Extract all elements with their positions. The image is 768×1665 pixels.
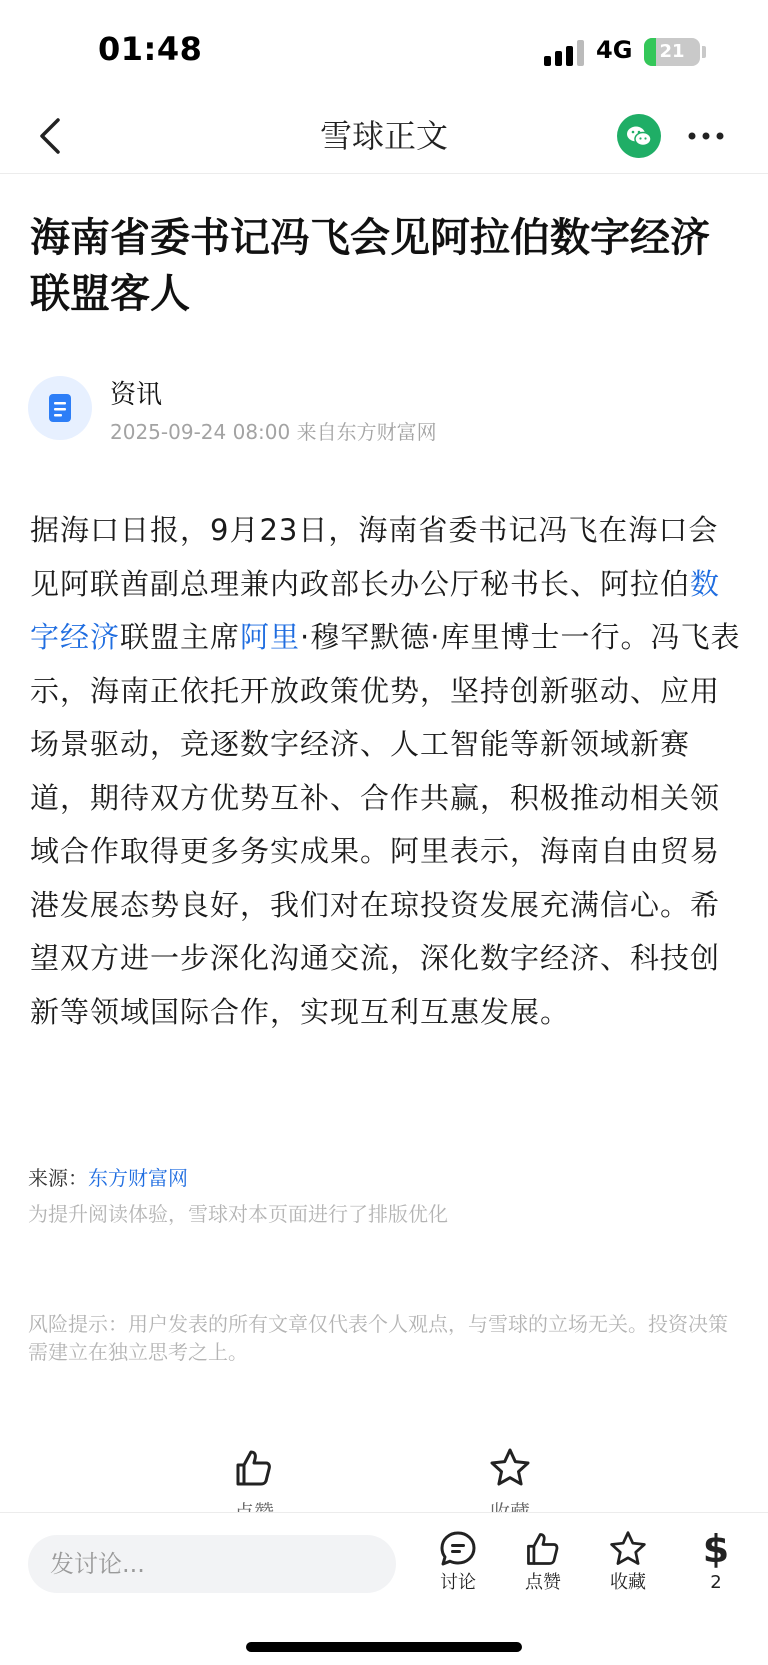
comment-input[interactable] (28, 1535, 396, 1593)
favorite-button[interactable] (593, 1529, 663, 1595)
home-indicator[interactable] (246, 1642, 522, 1652)
star-icon (488, 1446, 532, 1490)
thumbs-up-icon (523, 1529, 563, 1569)
favorite-label: 收藏 (610, 1572, 646, 1593)
wechat-share-button[interactable] (617, 114, 661, 158)
person-link[interactable]: 阿里 (240, 620, 301, 654)
author-name[interactable]: 资讯 (110, 380, 163, 410)
document-icon (28, 376, 92, 440)
nav-bar (0, 100, 768, 174)
thumbs-up-icon (232, 1446, 276, 1490)
signal-icon (544, 40, 586, 66)
page-title: 雪球正文 (319, 117, 448, 155)
discuss-button[interactable] (423, 1529, 493, 1595)
layout-note: 为提升阅读体验，雪球对本页面进行了排版优化 (28, 1202, 448, 1226)
like-button[interactable] (508, 1529, 578, 1595)
battery-label: 21 (659, 41, 685, 62)
more-horizontal-icon (684, 114, 728, 158)
status-time: 01:48 (98, 30, 203, 68)
author-avatar[interactable] (28, 376, 92, 440)
status-bar (0, 0, 768, 100)
publish-meta: 2025-09-24 08:00 来自东方财富网 (110, 420, 437, 444)
battery-cap (702, 46, 706, 58)
reward-button[interactable] (680, 1529, 752, 1595)
article-body (30, 504, 742, 1039)
reward-count: 2 (710, 1572, 722, 1593)
more-button[interactable] (684, 114, 728, 158)
body-text: 联盟主席 (120, 620, 241, 654)
source-label: 来源： (28, 1166, 88, 1190)
comment-icon (438, 1529, 478, 1569)
discuss-label: 讨论 (440, 1572, 476, 1593)
network-type: 4G (596, 36, 633, 64)
dollar-icon: $ (702, 1527, 730, 1571)
body-text: 据海口日报，9月23日，海南省委书记冯飞在海口会见阿联酋副总理兼内政部长办公厅秘书长、阿拉伯 (30, 513, 719, 601)
article-title: 海南省委书记冯飞会见阿拉伯数字经济联盟客人 (30, 215, 710, 317)
star-icon (608, 1529, 648, 1569)
risk-disclaimer: 风险提示：用户发表的所有文章仅代表个人观点，与雪球的立场无关。投资决策需建立在独立思考之上。 (28, 1312, 728, 1364)
body-text: ·穆罕默德·库里博士一行。冯飞表示，海南正依托开放政策优势，坚持创新驱动、应用场景驱动，竞逐数字经济、人工智能等新领域新赛道，期待双方优势互补、合作共赢，积极推动相关领域合作取得更多务实成果。阿里表示，海南自由贸易港发展态势良好，我们对在琼投资发展充满信心。希望双方进一步深化沟通交流，深化数字经济、科技创新等领域国际合作，实现互利互惠发展。 (30, 620, 741, 1029)
battery-icon (644, 38, 700, 66)
topic-link[interactable]: 数字经济 (30, 566, 721, 654)
like-label: 点赞 (525, 1572, 561, 1593)
source-link[interactable]: 东方财富网 (88, 1166, 188, 1190)
wechat-icon (617, 114, 661, 158)
source-line (28, 1164, 188, 1192)
